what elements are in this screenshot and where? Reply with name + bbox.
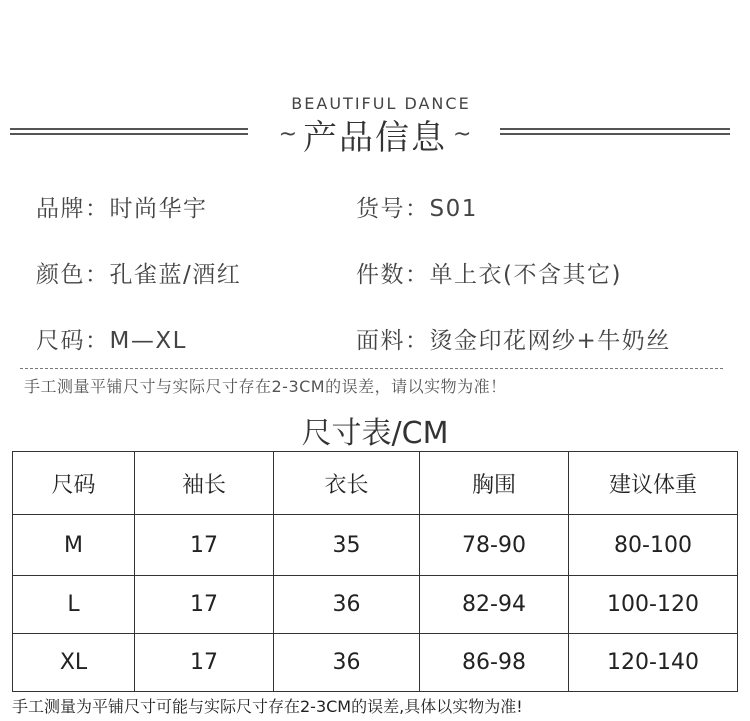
size-table-title: 尺寸表/CM <box>301 416 449 451</box>
table-row <box>13 576 738 634</box>
subtitle: BEAUTIFUL DANCE <box>291 94 471 113</box>
header-cell: 衣长 <box>274 452 420 515</box>
table-cell: 120-140 <box>569 634 738 692</box>
table-cell: 78-90 <box>420 515 569 576</box>
header-cell: 建议体重 <box>569 452 738 515</box>
brand-info: 品牌：时尚华宇 <box>36 196 208 222</box>
table-row <box>13 515 738 576</box>
table-cell: 36 <box>274 634 420 692</box>
table-cell: 35 <box>274 515 420 576</box>
measurement-note-top: 手工测量平铺尺寸与实际尺寸存在2-3CM的误差，请以实物为准！ <box>24 377 507 396</box>
table-cell: 17 <box>135 576 274 634</box>
table-row <box>13 634 738 692</box>
pieces-info: 件数：单上衣(不含其它) <box>356 262 622 288</box>
table-cell: 36 <box>274 576 420 634</box>
header-cell: 胸围 <box>420 452 569 515</box>
size-range-info: 尺码：M—XL <box>36 328 187 354</box>
left-decorative-lines <box>10 126 248 136</box>
measurement-note-bottom: 手工测量为平铺尺寸可能与实际尺寸存在2-3CM的误差,具体以实物为准! <box>12 697 523 716</box>
table-cell: 80-100 <box>569 515 738 576</box>
table-cell: L <box>13 576 135 634</box>
table-cell: M <box>13 515 135 576</box>
color-info: 颜色：孔雀蓝/酒红 <box>36 262 242 288</box>
table-header-row <box>13 452 738 515</box>
table-cell: XL <box>13 634 135 692</box>
table-cell: 82-94 <box>420 576 569 634</box>
table-cell: 100-120 <box>569 576 738 634</box>
right-decorative-lines <box>500 126 730 136</box>
table-cell: 17 <box>135 634 274 692</box>
header-cell: 尺码 <box>13 452 135 515</box>
table-cell: 17 <box>135 515 274 576</box>
header-cell: 袖长 <box>135 452 274 515</box>
item-number-info: 货号：S01 <box>356 196 478 222</box>
table-cell: 86-98 <box>420 634 569 692</box>
page-title: 产品信息 <box>303 117 447 158</box>
fabric-info: 面料：烫金印花网纱+牛奶丝 <box>356 328 671 354</box>
tilde-right: ~ <box>453 121 472 147</box>
title-group <box>258 112 492 156</box>
tilde-left: ~ <box>278 121 297 147</box>
size-table <box>12 451 738 692</box>
dashed-divider <box>20 368 723 369</box>
